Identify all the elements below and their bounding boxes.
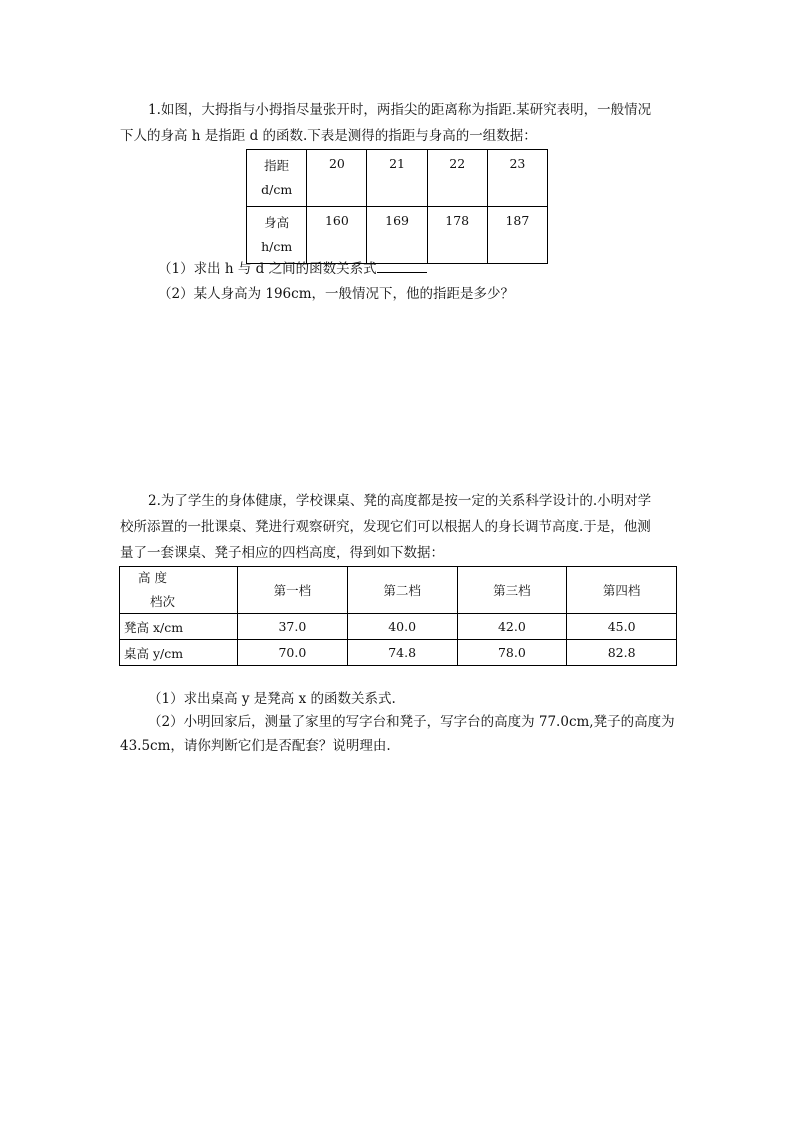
table-cell: 160 [307, 207, 367, 264]
problem1-line1: 1.如图，大拇指与小拇指尽量张开时，两指尖的距离称为指距.某研究表明，一般情况 [148, 102, 652, 118]
corner-bottom: 档次 [150, 594, 176, 609]
table-row [120, 614, 677, 640]
table-row [247, 207, 548, 264]
problem2-line1: 2.为了学生的身体健康，学校课桌、凳的高度都是按一定的关系科学设计的.小明对学 [148, 493, 652, 509]
table-cell: 82.8 [567, 640, 677, 666]
table-cell: 20 [307, 150, 367, 207]
column-header: 第四档 [567, 567, 677, 614]
answer-blank[interactable] [377, 258, 427, 273]
corner-top: 高 度 [138, 570, 167, 585]
header-unit: d/cm [261, 182, 293, 197]
header-text: 身高 [264, 215, 290, 230]
table-row [120, 567, 677, 614]
table-cell: 78.0 [457, 640, 567, 666]
table-row [120, 640, 677, 666]
problem2-line2: 校所添置的一批课桌、凳进行观察研究，发现它们可以根据人的身长调节高度.于是，他测 [120, 519, 651, 535]
table-cell: 40.0 [347, 614, 457, 640]
question-text: （1）求出 h 与 d 之间的函数关系式 [158, 261, 377, 277]
row-label-stool: 凳高 x/cm [120, 614, 238, 640]
table-cell: 22 [427, 150, 487, 207]
table-cell: 74.8 [347, 640, 457, 666]
header-text: 指距 [264, 158, 290, 173]
problem2-line3: 量了一套课桌、凳子相应的四档高度，得到如下数据： [120, 545, 444, 561]
problem1-question1 [158, 258, 427, 279]
problem2-question1: （1）求出桌高 y 是凳高 x 的函数关系式. [148, 691, 396, 707]
column-header: 第三档 [457, 567, 567, 614]
problem2-question2-line2: 43.5cm，请你判断它们是否配套？说明理由. [120, 738, 391, 754]
problem2-question2-line1: （2）小明回家后，测量了家里的写字台和凳子，写字台的高度为 77.0cm,凳子的高度为 [148, 714, 675, 730]
row-header-height [247, 207, 307, 264]
table-row [247, 150, 548, 207]
table-cell: 169 [367, 207, 427, 264]
problem1-line2: 下人的身高 h 是指距 d 的函数.下表是测得的指距与身高的一组数据： [120, 128, 537, 144]
row-header-span [247, 150, 307, 207]
column-header: 第一档 [238, 567, 348, 614]
table-cell: 21 [367, 150, 427, 207]
column-header: 第二档 [347, 567, 457, 614]
table-cell: 42.0 [457, 614, 567, 640]
table-cell: 23 [487, 150, 547, 207]
finger-span-height-table [246, 149, 548, 264]
table-cell: 37.0 [238, 614, 348, 640]
table-cell: 187 [487, 207, 547, 264]
table-cell: 70.0 [238, 640, 348, 666]
problem1-question2: （2）某人身高为 196cm，一般情况下，他的指距是多少？ [158, 286, 515, 302]
table-cell: 178 [427, 207, 487, 264]
row-label-desk: 桌高 y/cm [120, 640, 238, 666]
corner-header [120, 567, 238, 614]
header-unit: h/cm [261, 239, 293, 254]
table-cell: 45.0 [567, 614, 677, 640]
desk-stool-height-table [119, 566, 677, 666]
